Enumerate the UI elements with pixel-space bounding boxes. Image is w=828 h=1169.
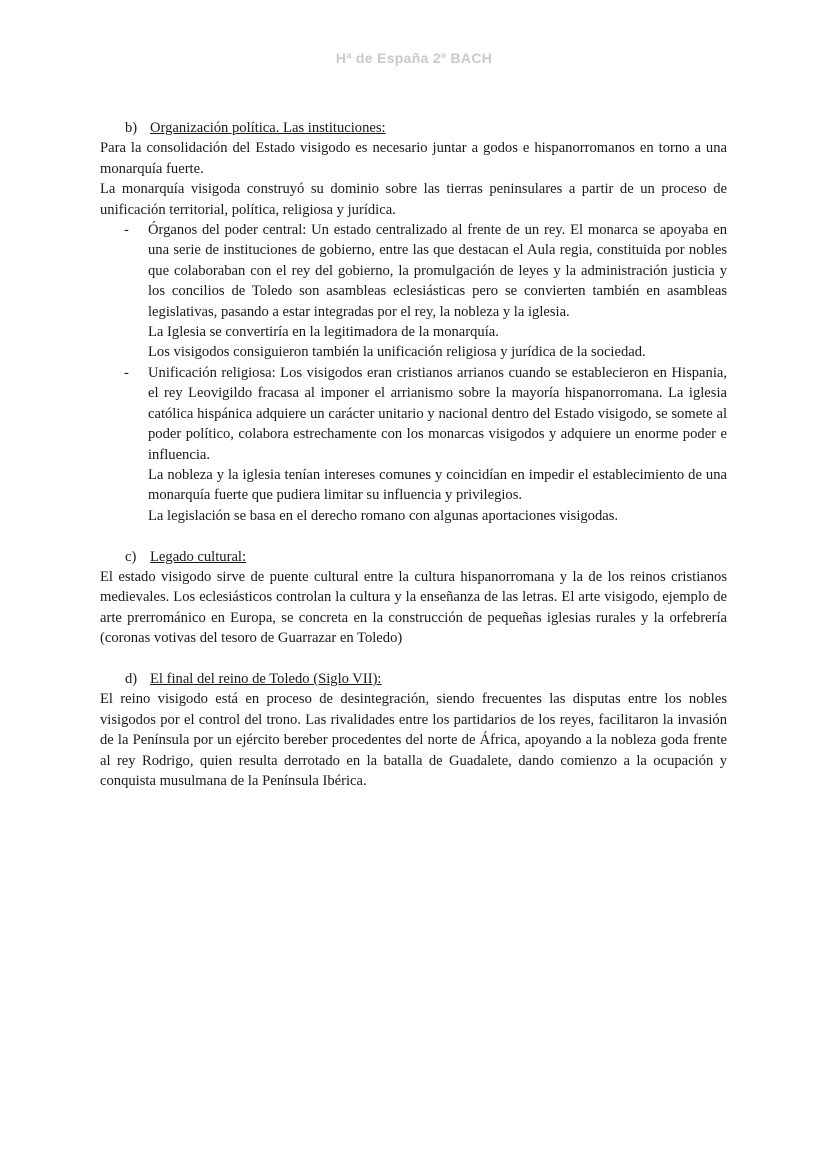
bullet-paragraph: Unificación religiosa: Los visigodos eran cristianos arrianos cuando se establecieron en Hispania, el rey Leovigildo fracasa al imponer el arrianismo sobre la mayoría hispanorromana. La iglesia católica hispánica adquiere un carácter unitario y nacional dentro del Estado visigodo, se somete al poder político, colabora estrechamente con los monarcas visigodos y adquiere un enorme poder e influencia. [148,364,727,463]
page-header: Hª de España 2º BACH [335,50,493,66]
section-d-title: El final del reino de Toledo (Siglo VII): [150,670,382,687]
section-c-body: El estado visigodo sirve de puente cultural entre la cultura hispanorromana y la de los reinos cristianos medievales. Los eclesiásticos controlan la cultura y la enseñanza de las letras. El arte visigodo, ejemplo de arte prerrománico en Europa, se concreta en la construcción de pequeñas iglesias rurales y la orfebrería (coronas votivas del tesoro de Guarrazar en Toledo) [100,568,727,647]
bullet-paragraph: La nobleza y la iglesia tenían intereses comunes y coincidían en impedir el establecimiento de una monarquía fuerte que pudiera limitar su influencia y privilegios. [148,466,727,504]
section-b-marker: b) [125,120,138,136]
bullet-body [148,220,727,363]
section-b-title: Organización política. Las instituciones: [150,120,386,136]
section-spacer [100,526,727,546]
section-c-heading [125,547,727,567]
section-c-marker: c) [125,548,137,565]
bullet-dash: - [124,364,129,381]
bullet-dash: - [124,222,129,239]
document-body [100,118,727,791]
section-d-heading [125,669,727,689]
section-b-heading [125,118,727,138]
bullet-paragraph: Los visigodos consiguieron también la unificación religiosa y jurídica de la sociedad. [148,344,646,361]
section-d-marker: d) [125,670,138,687]
bullet-unificacion-religiosa [124,363,727,526]
bullet-paragraph: Órganos del poder central: Un estado centralizado al frente de un rey. El monarca se apoyaba en una serie de instituciones de gobierno, entre las que destacan el Aula regia, constituida por nobles que colaboraban con el rey del gobierno, la promulgación de leyes y la administración justicia y los concilios de Toledo son asambleas eclesiásticas pero se convierten también en asambleas legislativas, pasando a estar integradas por el rey, la nobleza y la iglesia. [148,222,727,320]
bullet-body [148,363,727,526]
bullet-paragraph: La legislación se basa en el derecho romano con algunas aportaciones visigodas. [148,507,619,524]
bullet-organos-poder-central [124,220,727,363]
section-spacer [100,649,727,669]
section-b-intro-2: La monarquía visigoda construyó su dominio sobre las tierras peninsulares a partir de un proceso de unificación territorial, política, religiosa y jurídica. [100,181,727,218]
section-b-intro-1: Para la consolidación del Estado visigodo es necesario juntar a godos e hispanorromanos en torno a una monarquía fuerte. [100,140,727,177]
bullet-paragraph: La Iglesia se convertiría en la legitimadora de la monarquía. [148,324,499,341]
section-c-title: Legado cultural: [150,548,247,565]
section-d-body: El reino visigodo está en proceso de desintegración, siendo frecuentes las disputas entre los nobles visigodos por el control del trono. Las rivalidades entre los partidarios de los reyes, facilitaron la invasión de la Península por un ejército bereber procedentes del norte de África, apoyando a la nobleza goda frente al rey Rodrigo, quien resulta derrotado en la batalla de Guadalete, dando comienzo a la ocupación y conquista musulmana de la Península Ibérica. [100,691,727,789]
